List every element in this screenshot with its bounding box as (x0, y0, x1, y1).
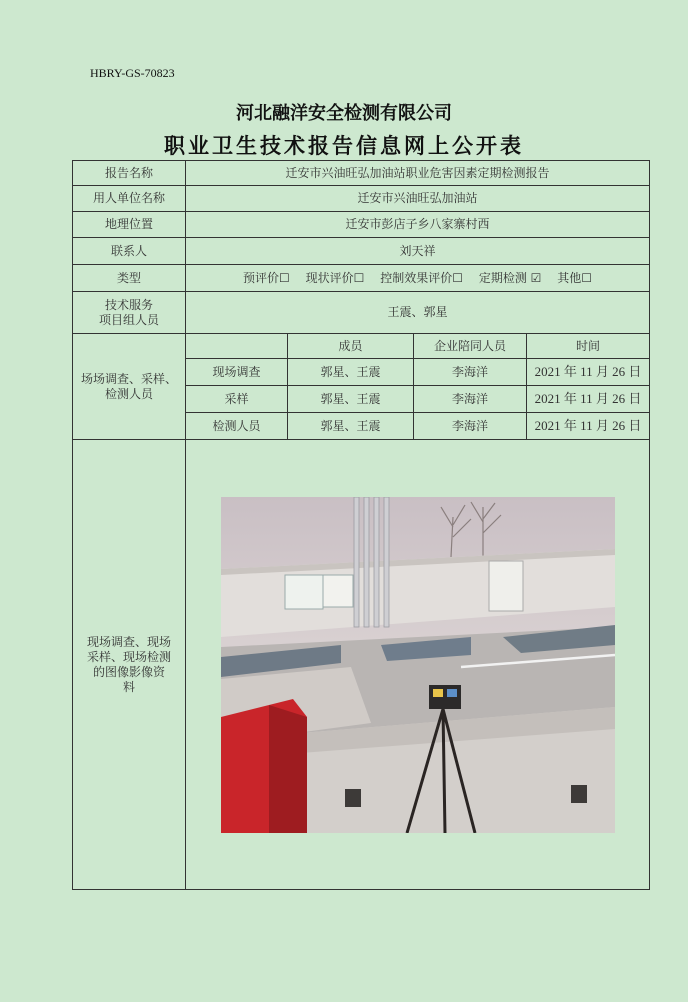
type-option-periodic-detection[interactable]: 定期检测 ☑ (478, 270, 542, 285)
survey-activity: 采样 (186, 386, 288, 413)
row-contact (73, 238, 650, 265)
tech-team-label: 技术服务 项目组人员 (73, 292, 186, 334)
survey-activity: 现场调查 (186, 359, 288, 386)
employer-value: 迁安市兴油旺弘加油站 (186, 186, 650, 212)
employer-label: 用人单位名称 (73, 186, 186, 212)
company-name: 河北融洋安全检测有限公司 (236, 103, 452, 124)
survey-header-row (73, 334, 650, 359)
type-option-control-evaluation[interactable]: 控制效果评价☐ (380, 270, 463, 285)
images-label: 现场调查、现场 采样、现场检测 的图像影像资 料 (73, 440, 186, 890)
row-type (73, 265, 650, 292)
report-name-label: 报告名称 (73, 161, 186, 186)
checkbox-icon[interactable]: ☐ (279, 270, 290, 285)
row-report-name (73, 161, 650, 186)
page-title: 职业卫生技术报告信息网上公开表 (164, 133, 524, 158)
location-label: 地理位置 (73, 212, 186, 238)
survey-members: 郭星、王震 (288, 413, 414, 440)
checkbox-icon[interactable]: ☐ (581, 270, 593, 285)
row-employer (73, 186, 650, 212)
survey-accompany: 李海洋 (414, 386, 527, 413)
header-members: 成员 (288, 334, 414, 359)
disclosure-table (72, 160, 650, 890)
survey-members: 郭星、王震 (288, 359, 414, 386)
checkbox-checked-icon[interactable]: ☑ (530, 270, 542, 285)
type-options (186, 265, 650, 292)
site-photo (221, 497, 615, 833)
survey-members: 郭星、王震 (288, 386, 414, 413)
checkbox-icon[interactable]: ☐ (353, 270, 365, 285)
tech-team-value: 王震、郭星 (186, 292, 650, 334)
survey-label: 场场调查、采样、 检测人员 (73, 334, 186, 440)
survey-accompany: 李海洋 (414, 359, 527, 386)
contact-label: 联系人 (73, 238, 186, 265)
header-accompany: 企业陪同人员 (414, 334, 527, 359)
contact-value: 刘天祥 (186, 238, 650, 265)
type-label: 类型 (73, 265, 186, 292)
images-cell (186, 440, 650, 890)
header-time: 时间 (527, 334, 650, 359)
row-images (73, 440, 650, 890)
type-option-other[interactable]: 其他☐ (557, 270, 593, 285)
survey-date: 2021 年 11 月 26 日 (527, 386, 650, 413)
site-photo-illustration (221, 497, 615, 833)
checkbox-icon[interactable]: ☐ (452, 270, 463, 285)
document-code: HBRY-GS-70823 (90, 66, 175, 80)
type-option-pre-evaluation[interactable]: 预评价☐ (242, 270, 290, 285)
type-option-status-evaluation[interactable]: 现状评价☐ (305, 270, 365, 285)
survey-date: 2021 年 11 月 26 日 (527, 413, 650, 440)
row-tech-team (73, 292, 650, 334)
survey-header-blank (186, 334, 288, 359)
survey-activity: 检测人员 (186, 413, 288, 440)
location-value: 迁安市彭店子乡八家寨村西 (186, 212, 650, 238)
row-location (73, 212, 650, 238)
survey-accompany: 李海洋 (414, 413, 527, 440)
survey-date: 2021 年 11 月 26 日 (527, 359, 650, 386)
report-name-value: 迁安市兴油旺弘加油站职业危害因素定期检测报告 (186, 161, 650, 186)
